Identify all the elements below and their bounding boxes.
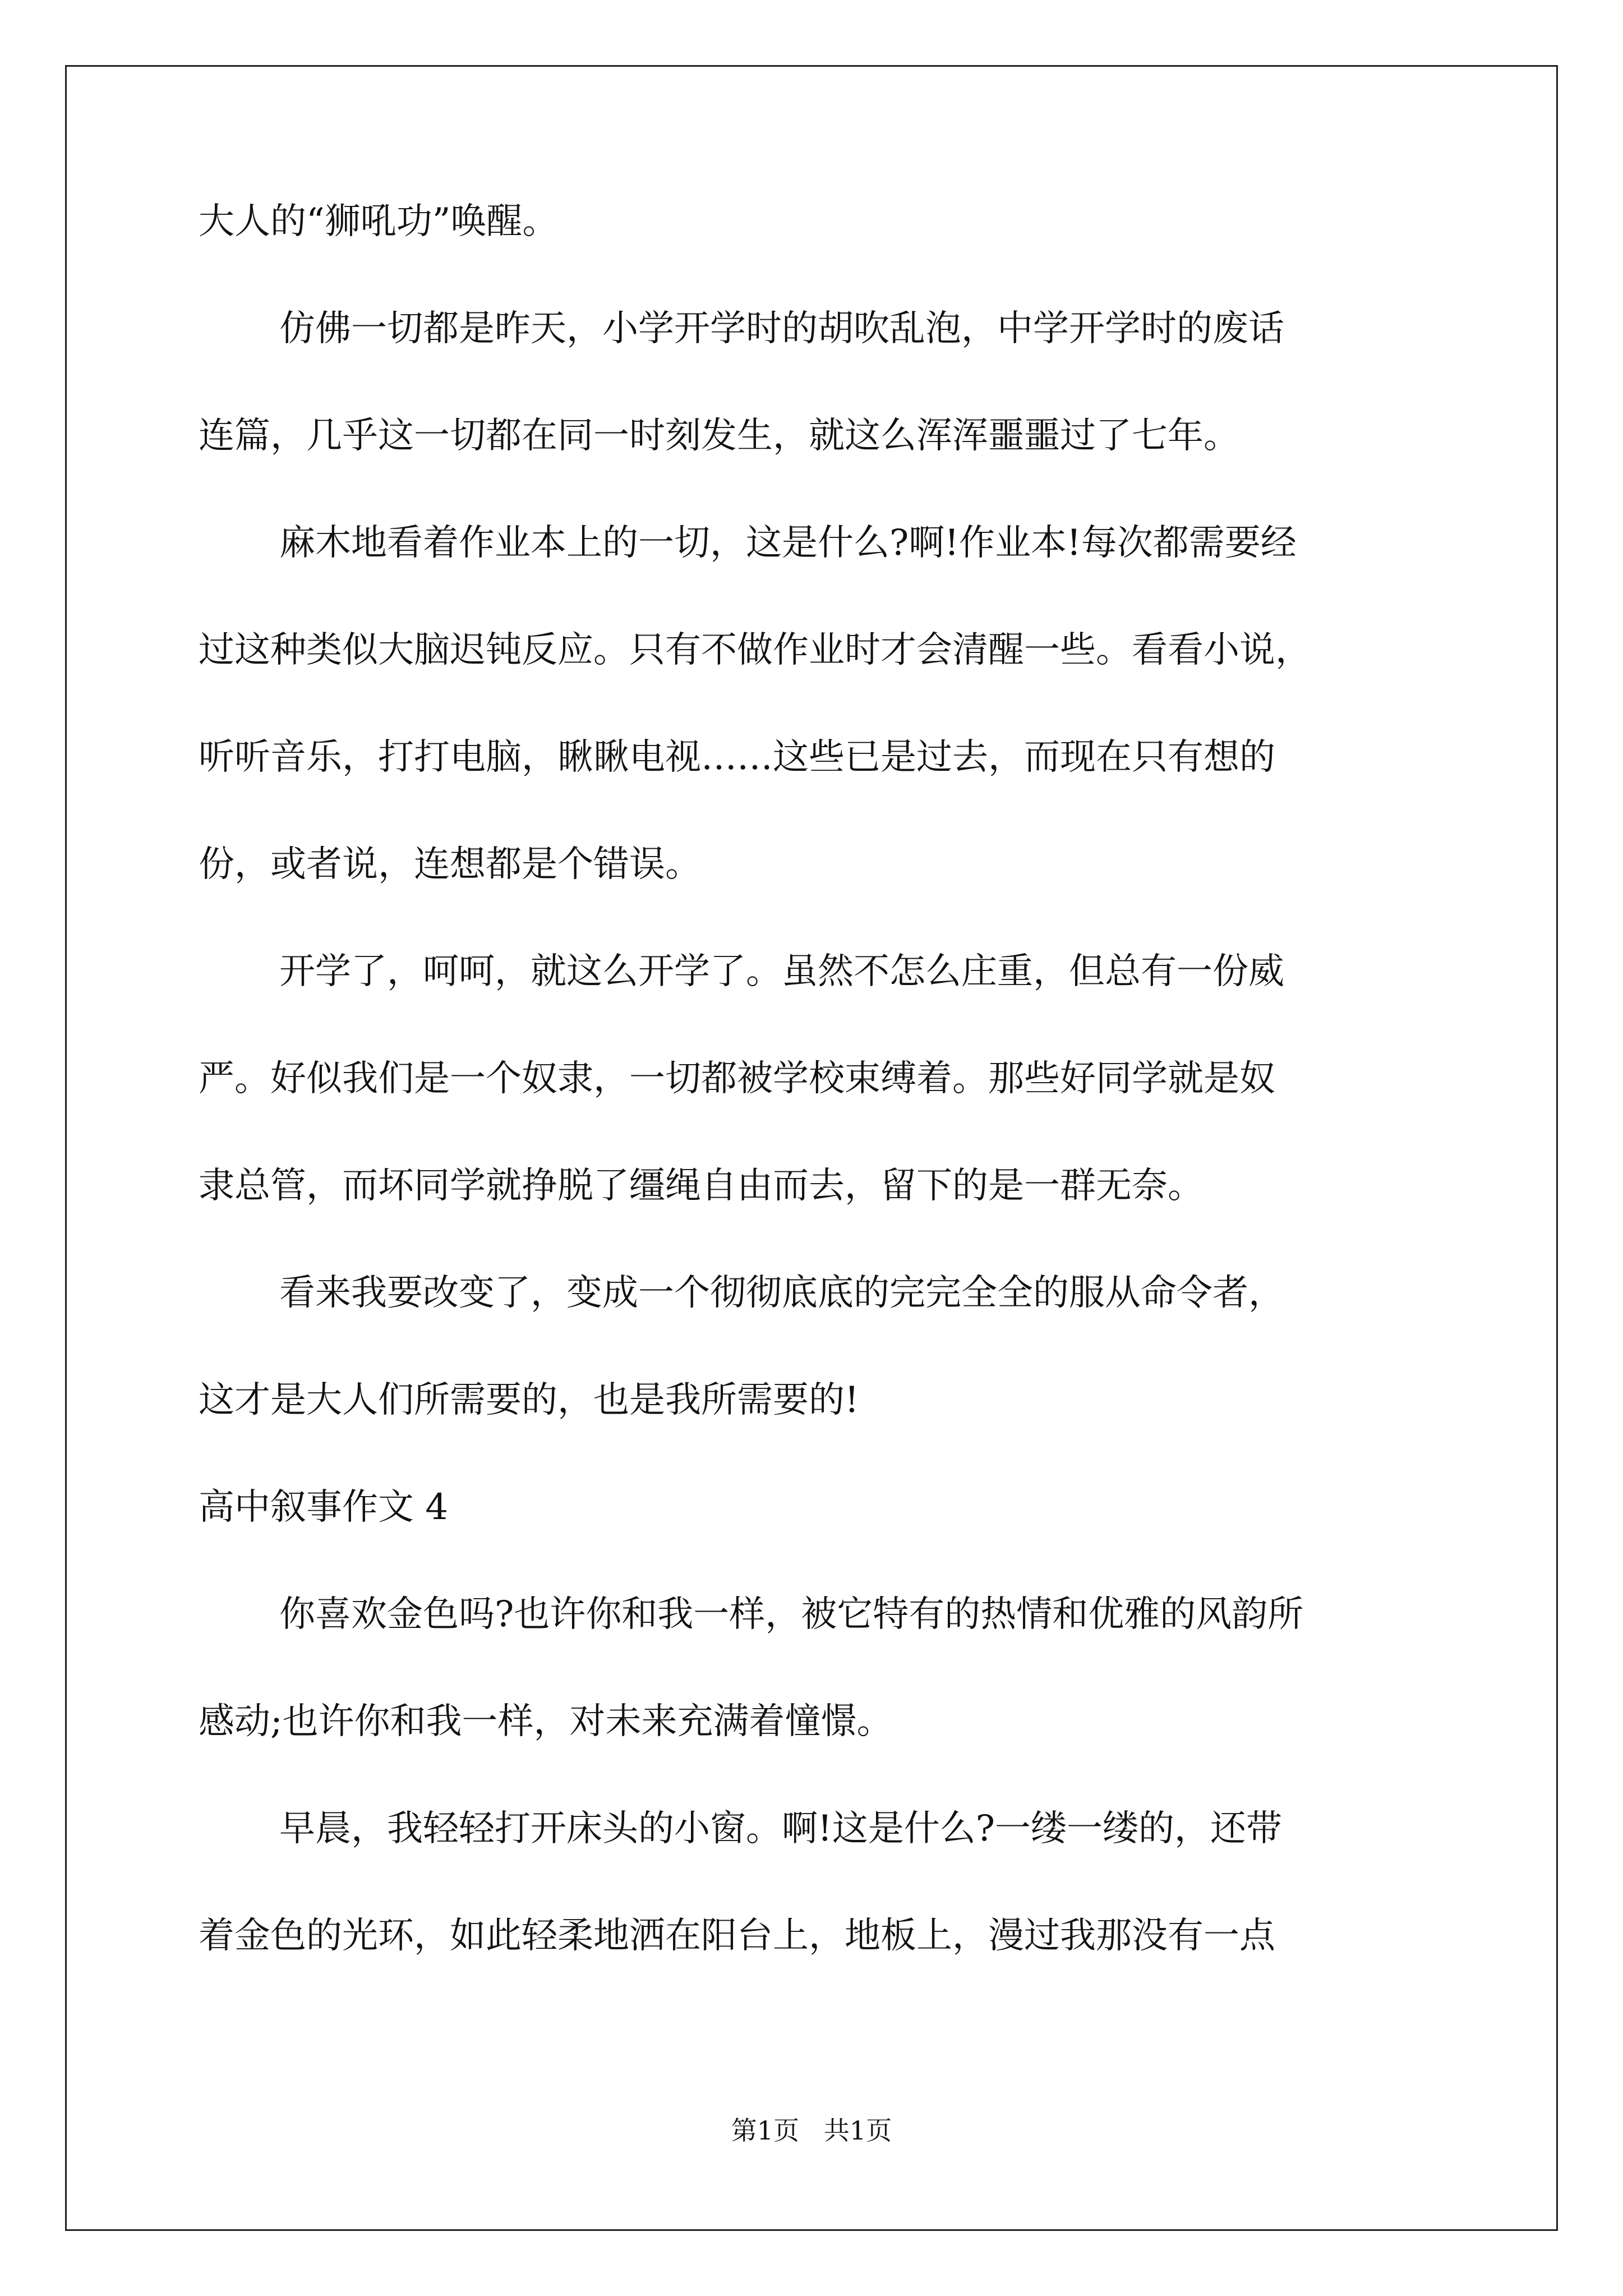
text-line-11: 看来我要改变了，变成一个彻彻底底的完完全全的服从命令者， bbox=[279, 1272, 1284, 1314]
text-line-5: 过这种类似大脑迟钝反应。只有不做作业时才会清醒一些。看看小说， bbox=[199, 629, 1311, 671]
section-heading: 高中叙事作文 4 bbox=[199, 1487, 449, 1528]
text-line-17: 着金色的光环，如此轻柔地洒在阳台上，地板上，漫过我那没有一点 bbox=[199, 1915, 1275, 1957]
text-line-4: 麻木地看着作业本上的一切，这是什么?啊!作业本!每次都需要经 bbox=[279, 522, 1297, 564]
text-line-3: 连篇，几乎这一切都在同一时刻发生，就这么浑浑噩噩过了七年。 bbox=[199, 415, 1239, 457]
text-line-14: 你喜欢金色吗?也许你和我一样，被它特有的热情和优雅的风韵所 bbox=[279, 1594, 1304, 1635]
text-line-16: 早晨，我轻轻打开床头的小窗。啊!这是什么?一缕一缕的，还带 bbox=[279, 1808, 1283, 1849]
text-line-8: 开学了，呵呵，就这么开学了。虽然不怎么庄重，但总有一份威 bbox=[279, 951, 1284, 992]
text-line-1: 大人的“狮吼功”唤醒。 bbox=[199, 201, 559, 242]
text-line-15: 感动;也许你和我一样，对未来充满着憧憬。 bbox=[199, 1701, 893, 1742]
text-line-2: 仿佛一切都是昨天，小学开学时的胡吹乱泡，中学开学时的废话 bbox=[279, 308, 1284, 349]
text-line-12: 这才是大人们所需要的，也是我所需要的! bbox=[199, 1379, 859, 1421]
text-line-9: 严。好似我们是一个奴隶，一切都被学校束缚着。那些好同学就是奴 bbox=[199, 1058, 1275, 1099]
page-footer: 第1页 共1页 bbox=[731, 2115, 892, 2146]
text-line-10: 隶总管，而坏同学就挣脱了缰绳自由而去，留下的是一群无奈。 bbox=[199, 1165, 1204, 1207]
text-line-6: 听听音乐，打打电脑，瞅瞅电视……这些已是过去，而现在只有想的 bbox=[199, 737, 1275, 778]
text-line-7: 份，或者说，连想都是个错误。 bbox=[199, 844, 701, 885]
document-body bbox=[199, 168, 1432, 2047]
